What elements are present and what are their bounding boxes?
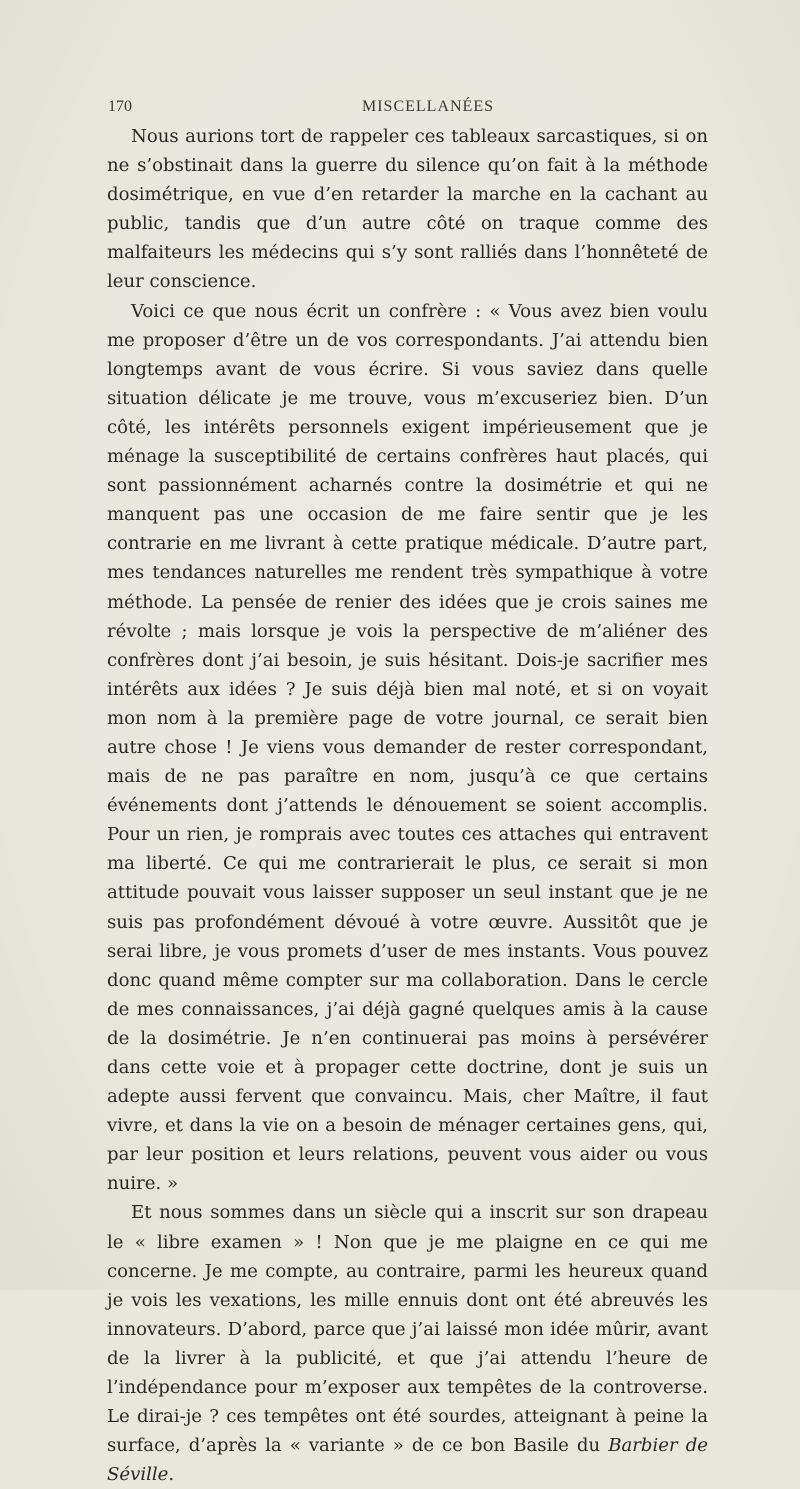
text-block [107,122,708,1489]
page-number: 170 [108,98,132,115]
paragraph-3-end: . [168,1464,175,1486]
paragraph-3-text: Et nous sommes dans un siècle qui a inscrit sur son drapeau le « libre examen » ! Non que je me plaigne en ce qui me concerne. Je me compte, au contraire, parmi les heureux quand je vois les vexations, les mille ennuis dont ont été abreuvés les innovateurs. D’abord, parce que j’ai laissé mon idée mûrir, avant de la livrer à la publicité, et que j’ai attendu l’heure de l’indépendance pour m’exposer aux tempêtes de la controverse. Le dirai-je ? ces tempêtes ont été sourdes, atteignant à peine la surface, d’après la « variante » de ce bon Basile du [107,1202,708,1457]
running-head [108,98,708,120]
running-title: MISCELLANÉES [362,98,494,115]
paragraph-1: Nous aurions tort de rappeler ces tableaux sarcastiques, si on ne s’obstinait dans la guerre du silence qu’on fait à la méthode dosimétrique, en vue d’en retarder la marche en la cachant au public, tandis que d’un autre côté on traque comme des malfaiteurs les médecins qui s’y sont ralliés dans l’honnêteté de leur conscience. [107,126,708,293]
paragraph-3 [107,1198,708,1489]
paragraph-2: Voici ce que nous écrit un confrère : « Vous avez bien voulu me proposer d’être un de vos correspondants. J’ai attendu bien longtemps avant de vous écrire. Si vous saviez dans quelle situation délicate je me trouve, vous m’excuseriez bien. D’un côté, les intérêts personnels exigent impérieusement que je ménage la susceptibilité de certains confrères haut placés, qui sont passionnément acharnés contre la dosimétrie et qui ne manquent pas une occasion de me faire sentir que je les contrarie en me livrant à cette pratique médicale. D’autre part, mes tendances naturelles me rendent très sympathique à votre méthode. La pensée de renier des idées que je crois saines me révolte ; mais lorsque je vois la perspective de m’aliéner des confrères dont j’ai besoin, je suis hésitant. Dois-je sacrifier mes intérêts aux idées ? Je suis déjà bien mal noté, et si on voyait mon nom à la première page de votre journal, ce serait bien autre chose ! Je viens vous demander de rester correspondant, mais de ne pas paraître en nom, jusqu’à ce que certains événements dont j’attends le dénouement se soient accomplis. Pour un rien, je romprais avec toutes ces attaches qui entravent ma liberté. Ce qui me contrarierait le plus, ce serait si mon attitude pouvait vous laisser supposer un seul instant que je ne suis pas profondément dévoué à votre œuvre. Aussitôt que je serai libre, je vous promets d’user de mes instants. Vous pouvez donc quand même compter sur ma collaboration. Dans le cercle de mes connaissances, j’ai déjà gagné quelques amis à la cause de la dosimétrie. Je n’en continuerai pas moins à persévérer dans cette voie et à propager cette doctrine, dont je suis un adepte aussi fervent que convaincu. Mais, cher Maître, il faut vivre, et dans la vie on a besoin de ménager certaines gens, qui, par leur position et leurs relations, peuvent vous aider ou vous nuire. » [107,300,708,1195]
italic-title-barbier-de-seville: Barbier de Séville [107,1435,708,1486]
